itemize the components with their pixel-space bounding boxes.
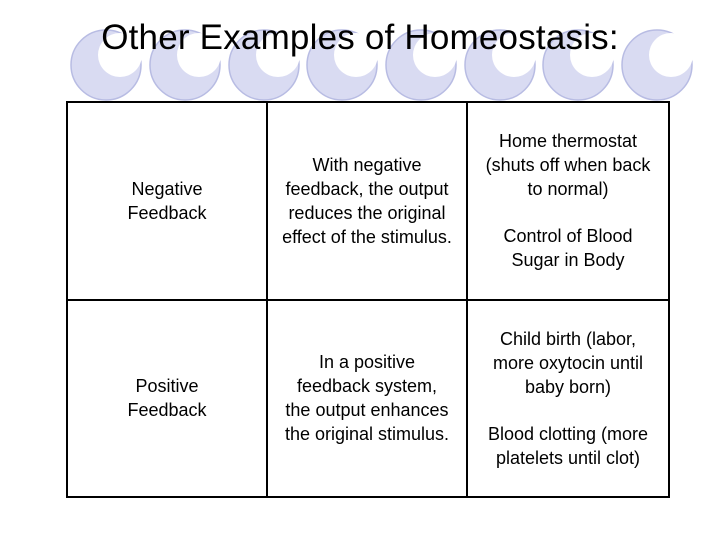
examples-cell xyxy=(467,300,669,498)
homeostasis-table xyxy=(66,101,670,498)
row-label-line: Feedback xyxy=(127,400,207,421)
example-line: more oxytocin until xyxy=(492,352,644,373)
example-line: Home thermostat xyxy=(498,131,638,152)
description-line: With negative xyxy=(312,154,422,175)
example-line: Child birth (labor, xyxy=(499,328,637,349)
row-label-cell xyxy=(67,300,267,498)
row-label-line: Positive xyxy=(135,376,199,397)
example-line: platelets until clot) xyxy=(495,447,641,468)
example-line: Control of Blood xyxy=(503,226,633,247)
example-spacer xyxy=(468,399,668,422)
example-line: Sugar in Body xyxy=(511,250,625,271)
table-row-positive xyxy=(67,300,669,498)
description-line: feedback, the output xyxy=(285,178,449,199)
example-line: to normal) xyxy=(527,179,609,200)
example-line: baby born) xyxy=(524,376,612,397)
description-line: reduces the original xyxy=(288,202,446,223)
row-label-cell xyxy=(67,102,267,300)
slide-title: Other Examples of Homeostasis: xyxy=(101,18,619,57)
description-cell xyxy=(267,102,467,300)
description-line: effect of the stimulus. xyxy=(282,226,452,247)
examples-cell xyxy=(467,102,669,300)
row-label-line: Negative xyxy=(131,178,203,199)
description-line: the original stimulus. xyxy=(284,424,450,445)
description-cell xyxy=(267,300,467,498)
example-line: (shuts off when back xyxy=(485,155,651,176)
description-line: In a positive xyxy=(318,352,416,373)
example-spacer xyxy=(468,201,668,224)
example-line: Blood clotting (more xyxy=(487,423,649,444)
table-row-negative xyxy=(67,102,669,300)
description-line: feedback system, xyxy=(296,376,438,397)
description-line: the output enhances xyxy=(285,400,449,421)
row-label-line: Feedback xyxy=(127,202,207,223)
